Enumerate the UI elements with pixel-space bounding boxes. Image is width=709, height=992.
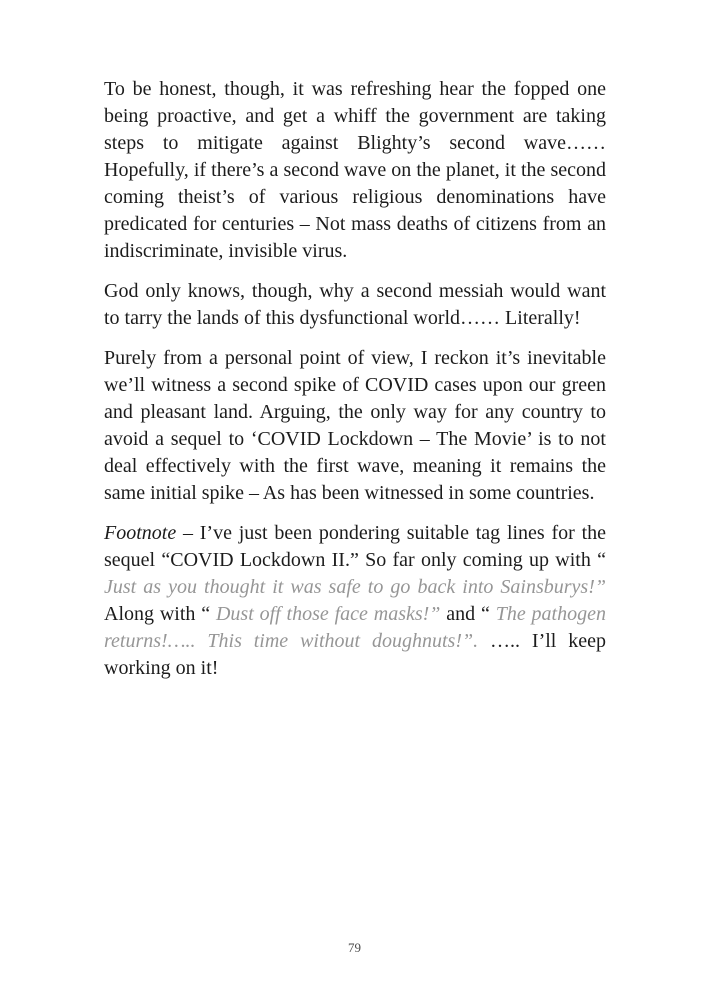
text-run: and “ xyxy=(440,603,496,625)
text-run: To be honest, though, it was refreshing hear the fopped one being proactive, and get a whiff the government are taking steps to mitigate against Blighty’s second wave…… Hopefully, if there’s a second wave on the planet, it the second coming theist’s of various religious denominations have predicated for centuries – Not mass deaths of citizens from an indiscriminate, invisible virus. xyxy=(104,78,606,262)
paragraph xyxy=(104,76,606,265)
text-run: Footnote xyxy=(104,522,177,544)
text-run: The pathogen returns!….. This time without doughnuts!”. xyxy=(104,603,606,652)
text-run: Dust off those face masks!” xyxy=(215,603,441,625)
paragraph xyxy=(104,345,606,507)
paragraph xyxy=(104,520,606,682)
text-run: God only knows, though, why a second messiah would want to tarry the lands of this dysfunctional world…… Literally! xyxy=(104,280,606,329)
page-body xyxy=(104,76,606,695)
text-run: Purely from a personal point of view, I reckon it’s inevitable we’ll witness a second spike of COVID cases upon our green and pleasant land. Arguing, the only way for any country to avoid a sequel to ‘COVID Lockdown – The Movie’ is to not deal effectively with the first wave, meaning it remains the same initial spike – As has been witnessed in some countries. xyxy=(104,347,606,504)
page-number: 79 xyxy=(348,940,361,955)
paragraph xyxy=(104,278,606,332)
text-run: Just as you thought it was safe to go back into Sainsburys!” xyxy=(104,576,606,598)
text-run: ….. I’ll keep working on it! xyxy=(104,630,607,679)
text-run: Along with “ xyxy=(104,603,216,625)
text-run: – I’ve just been pondering suitable tag lines for the sequel “COVID Lockdown II.” So far only coming up with “ xyxy=(104,522,606,571)
